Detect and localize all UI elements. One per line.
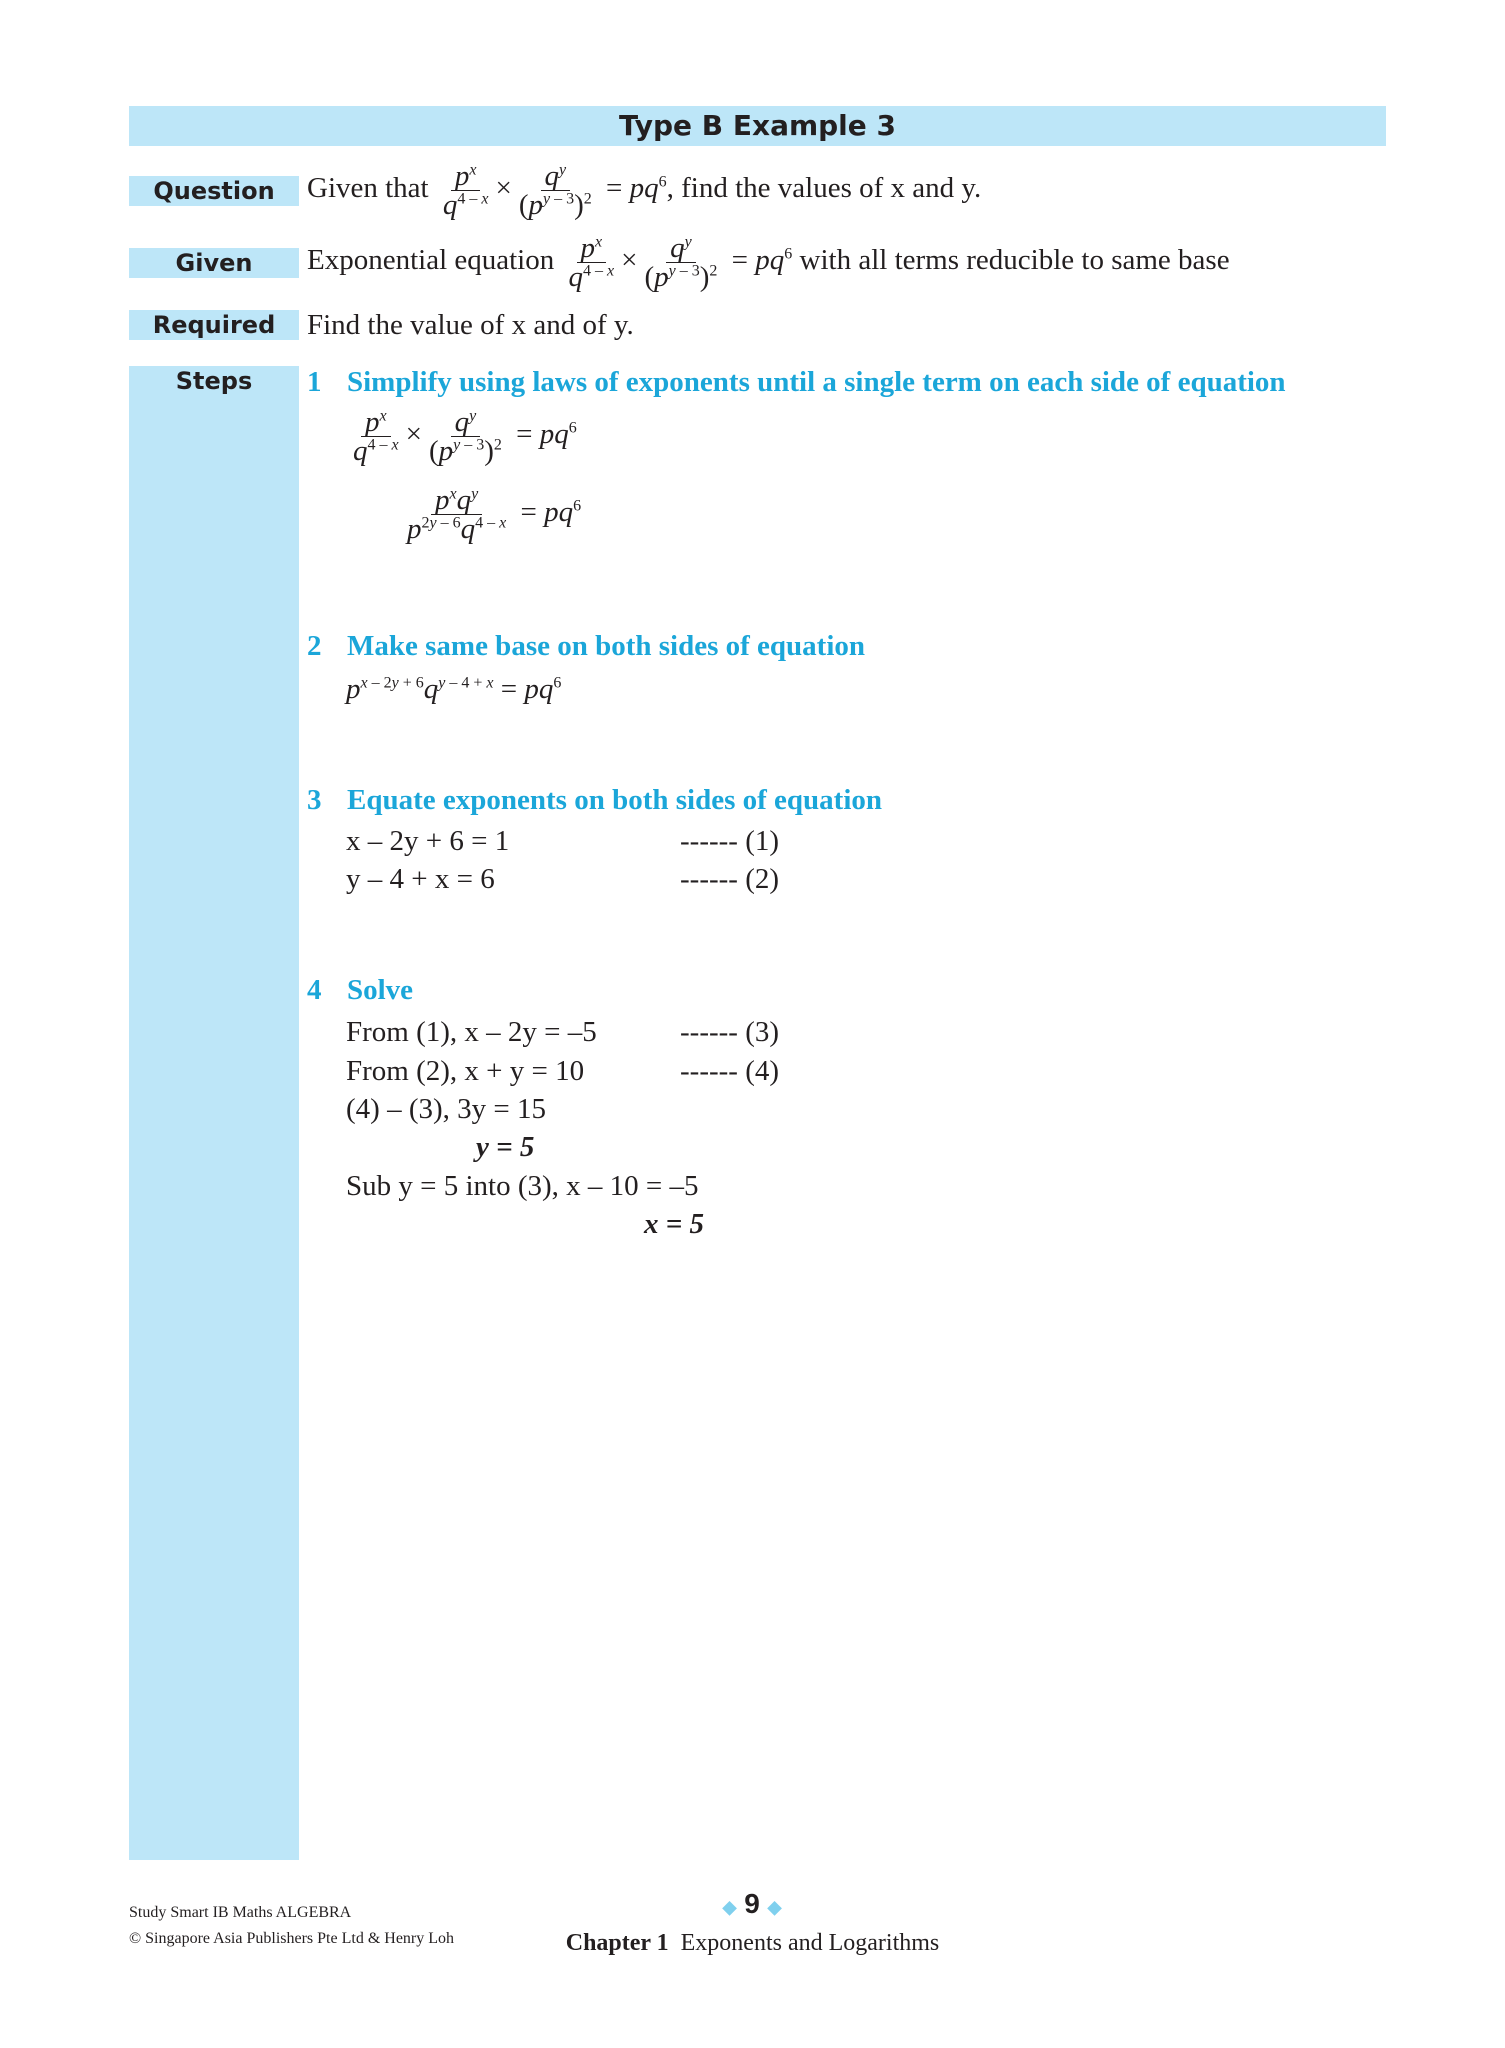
footer-chapter: Chapter 1 Exponents and Logarithms [565,1930,940,1956]
equation-tag: ------ (2) [680,863,780,895]
step-4-heading: 4 Solve [307,974,414,1006]
step-4-line: From (2), x + y = 10 [346,1055,585,1087]
given-suffix: with all terms reducible to same base [799,244,1230,277]
fraction: $\frac{q^y}{(p^{y - 3})^2}$ [518,160,592,221]
equation-tag: ------ (1) [680,825,780,857]
step-1-heading: 1 Simplify using laws of exponents until a single term on each side of equation [307,366,1286,398]
step-3-line: x – 2y + 6 = 1 [346,825,510,857]
step-2-equation: $p^{x - 2y + 6}q^{y - 4 + x} = pq^6$ [346,673,562,705]
step-3-heading: 3 Equate exponents on both sides of equation [307,784,882,816]
equation-tag: ------ (4) [680,1055,780,1087]
step-1-equation-2: $p^xq^y$ $p^{2y - 6}q^{4 - x}$ = $pq^6$ [407,484,582,545]
footer-copyright: © Singapore Asia Publishers Pte Ltd & Henry Loh [129,1930,455,1947]
question-prefix: Given that [307,172,429,205]
diamond-icon: ◆ [767,1897,782,1917]
step-4-line: (4) – (3), 3y = 15 [346,1093,546,1125]
result-x: x = 5 [644,1208,705,1240]
given-label: Given [129,248,299,278]
step-2-heading: 2 Make same base on both sides of equation [307,630,866,662]
question-label: Question [129,176,299,206]
fraction: $\frac{p^x}{q^{4 - x}}$ [442,160,489,221]
equation-tag: ------ (3) [680,1016,780,1048]
required-label: Required [129,310,299,340]
page-number: 9 [744,1888,760,1919]
footer-book: Study Smart IB Maths ALGEBRA [129,1904,352,1921]
step-4-line: Sub y = 5 into (3), x – 10 = –5 [346,1170,699,1202]
diamond-icon: ◆ [722,1897,737,1917]
page-number-block [692,1888,812,1922]
steps-sidebar [129,366,299,1860]
result-y: y = 5 [476,1131,535,1163]
question-suffix: , find the values of x and y. [666,172,982,205]
fraction: $\frac{p^x}{q^{4 - x}}$ [568,232,615,293]
given-prefix: Exponential equation [307,244,555,277]
given-text: Exponential equation $\frac{p^x}{q^{4 - x}}$ × $\frac{q^y}{(p^{y - 3})^2}$ = $pq^6$ with all terms reducible to same base [307,232,1230,293]
step-1-equation-1: $\frac{p^x}{q^{4 - x}}$ × $\frac{q^y}{(p^{y - 3})^2}$ = $pq^6$ [353,406,577,467]
steps-label: Steps [175,367,253,395]
required-text: Find the value of x and of y. [307,309,634,341]
question-text: Given that $\frac{p^x}{q^{4 - x}}$ × $\frac{q^y}{(p^{y - 3})^2}$ = $pq^6$, find the values of x and y. [307,160,982,221]
step-3-line: y – 4 + x = 6 [346,863,495,895]
step-4-line: From (1), x – 2y = –5 [346,1016,597,1048]
fraction: $\frac{q^y}{(p^{y - 3})^2}$ [644,232,718,293]
example-title: Type B Example 3 [129,106,1386,146]
